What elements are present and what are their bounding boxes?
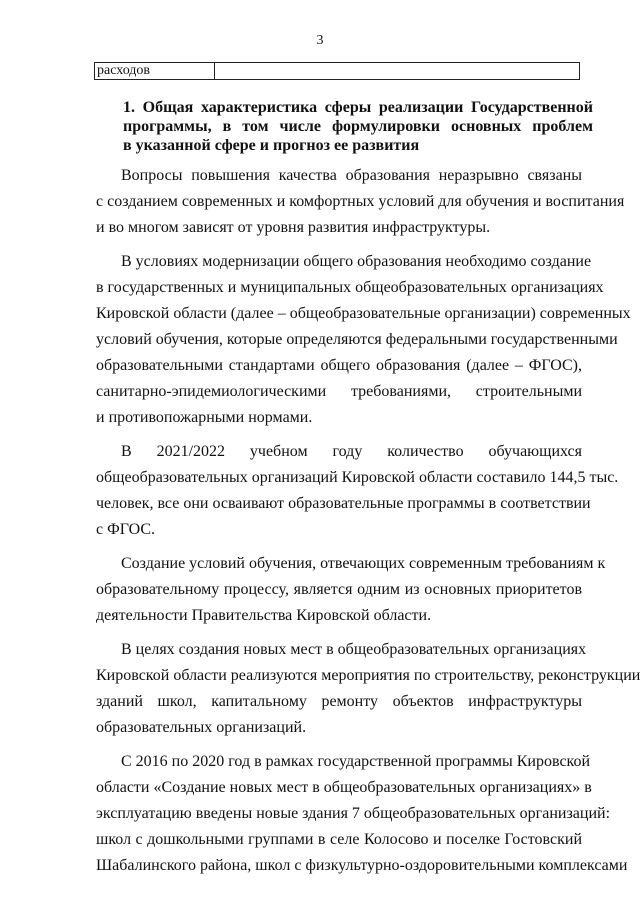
heading-line: 1. Общая характеристика сферы реализации Государственной bbox=[123, 99, 593, 116]
text-line: С 2016 по 2020 год в рамках государственной программы Кировской bbox=[121, 753, 591, 770]
text-line: образовательными стандартами общего образования (далее – ФГОС), bbox=[96, 357, 582, 374]
text-line: Кировской области реализуются мероприятия по строительству, реконструкции bbox=[96, 667, 640, 684]
text-line: образовательному процессу, является одним из основных приоритетов bbox=[96, 581, 582, 598]
text-line: эксплуатацию введены новые здания 7 общеобразовательных организаций: bbox=[96, 805, 611, 822]
text-line: области «Создание новых мест в общеобразовательных организациях» в bbox=[96, 779, 592, 796]
text-line: с созданием современных и комфортных условий для обучения и воспитания bbox=[96, 193, 625, 210]
paragraph bbox=[96, 637, 640, 741]
text-line: зданий школ, капитальному ремонту объектов инфраструктуры bbox=[96, 693, 582, 710]
table-cell-empty bbox=[215, 63, 579, 79]
section-heading bbox=[123, 98, 593, 155]
heading-line: в указанной сфере и прогноз ее развития bbox=[123, 137, 420, 154]
body-text bbox=[96, 163, 640, 879]
text-line: Кировской области (далее – общеобразовательные организации) современных bbox=[96, 305, 631, 322]
page-number: 3 bbox=[316, 33, 324, 48]
text-line: человек, все они осваивают образовательные программы в соответствии bbox=[96, 495, 591, 512]
text-line: Создание условий обучения, отвечающих современным требованиям к bbox=[121, 555, 606, 572]
text-line: и противопожарными нормами. bbox=[96, 409, 313, 426]
text-line: образовательных организаций. bbox=[96, 719, 307, 736]
text-line: Вопросы повышения качества образования неразрывно связаны bbox=[121, 167, 582, 184]
heading-line: программы, в том числе формулировки основных проблем bbox=[123, 118, 593, 135]
text-line: В целях создания новых мест в общеобразовательных организациях bbox=[121, 641, 587, 658]
text-line: в государственных и муниципальных общеобразовательных организациях bbox=[96, 279, 604, 296]
paragraph bbox=[96, 439, 619, 543]
text-line: общеобразовательных организаций Кировской области составило 144,5 тыс. bbox=[96, 469, 619, 486]
table-row bbox=[94, 62, 580, 80]
text-line: Шабалинского района, школ с физкультурно-оздоровительными комплексами bbox=[96, 857, 628, 874]
paragraph bbox=[96, 749, 628, 879]
text-line: В условиях модернизации общего образования необходимо создание bbox=[121, 253, 592, 270]
table-cell-expenses: расходов bbox=[95, 63, 215, 79]
text-line: санитарно-эпидемиологическими требованиями, строительными bbox=[96, 383, 582, 400]
text-line: с ФГОС. bbox=[96, 521, 156, 538]
text-line: и во многом зависят от уровня развития инфраструктуры. bbox=[96, 219, 491, 236]
text-line: условий обучения, которые определяются федеральными государственными bbox=[96, 331, 618, 348]
text-line: школ с дошкольными группами в селе Колосово и поселке Гостовский bbox=[96, 831, 582, 848]
paragraph bbox=[96, 551, 606, 629]
paragraph bbox=[96, 163, 625, 241]
text-line: В 2021/2022 учебном году количество обучающихся bbox=[121, 443, 582, 460]
paragraph bbox=[96, 249, 631, 431]
text-line: деятельности Правительства Кировской области. bbox=[96, 607, 432, 624]
